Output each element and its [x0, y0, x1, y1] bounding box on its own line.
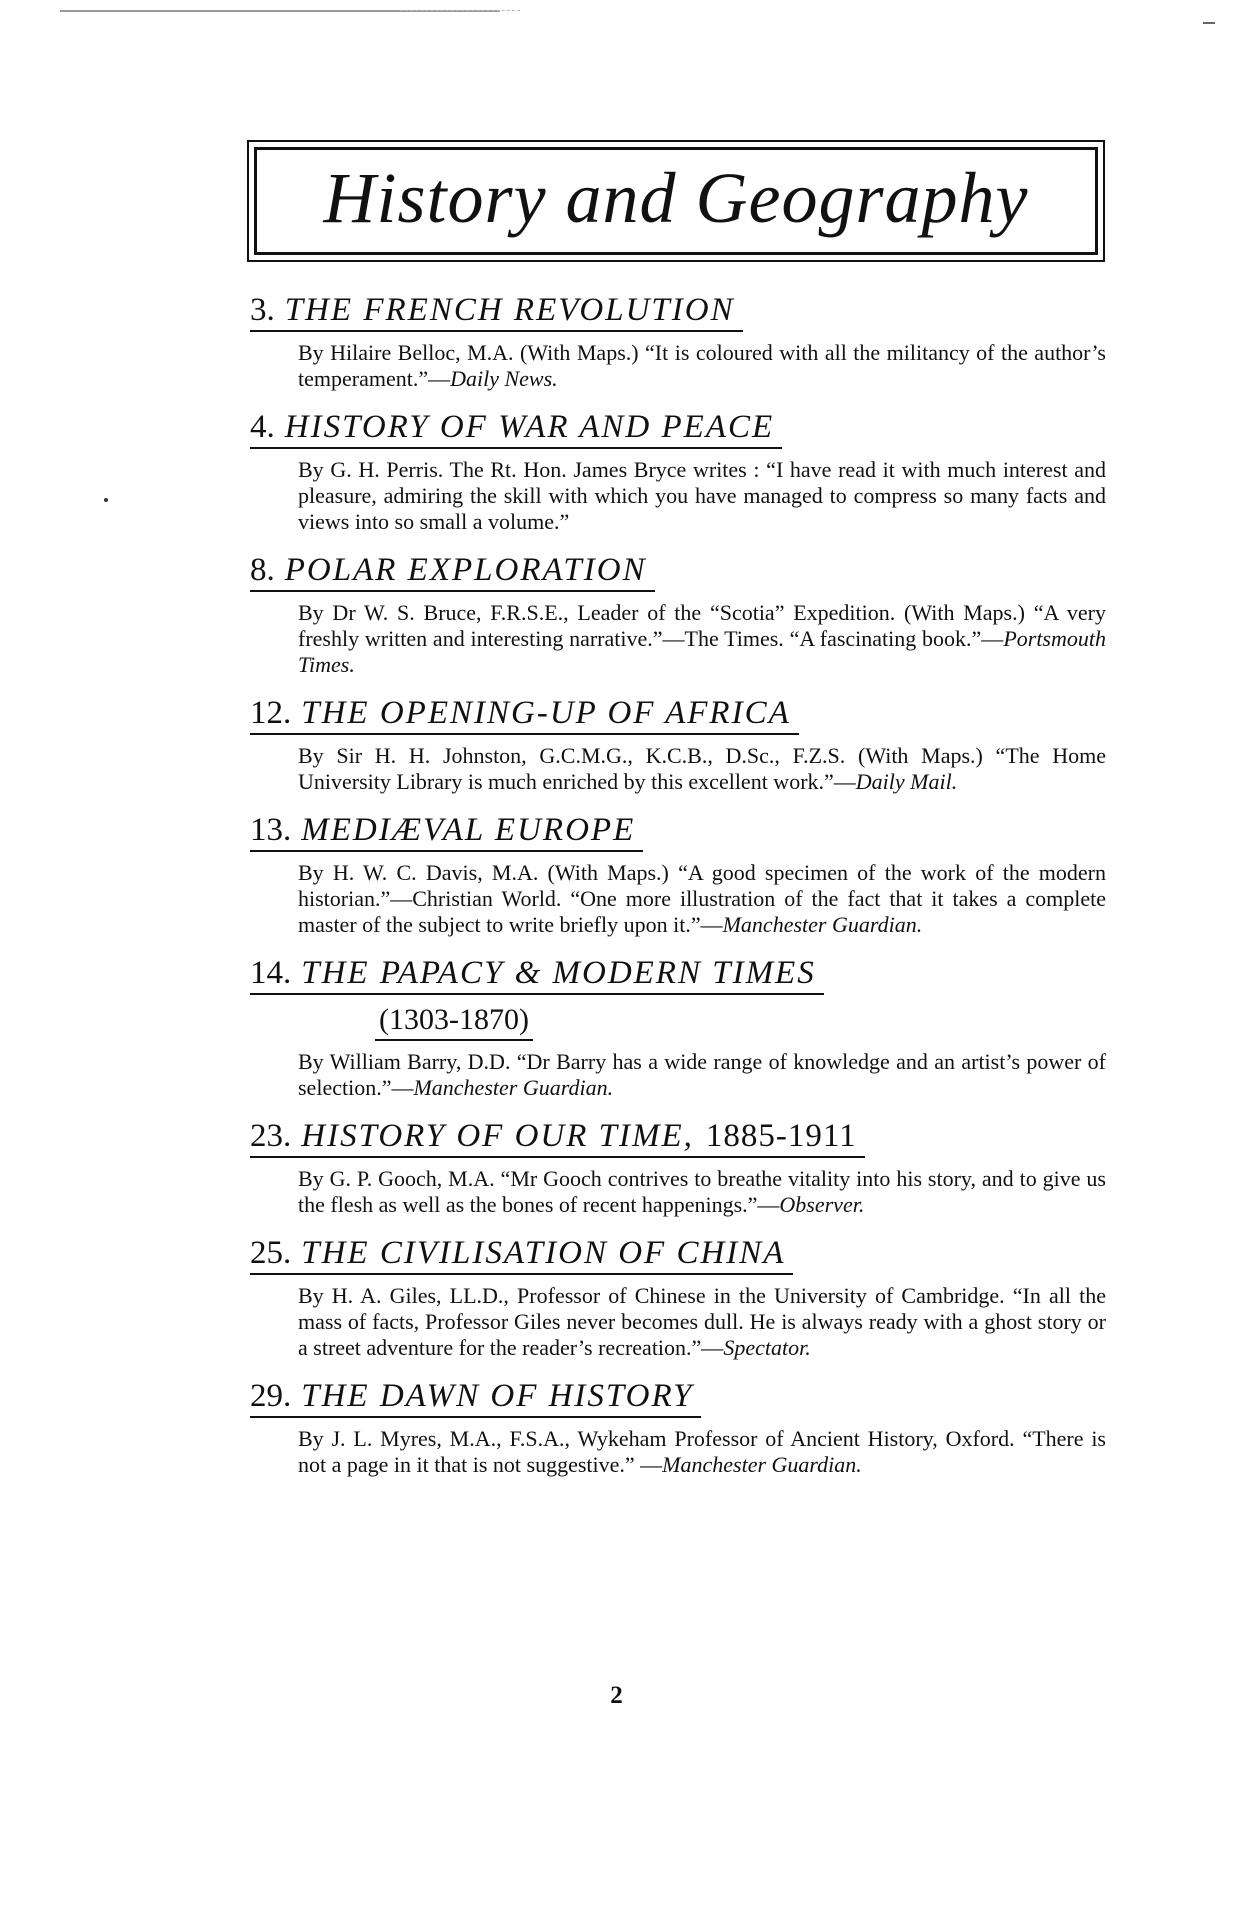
- entry-description: [298, 1426, 1106, 1478]
- entry-title: THE FRENCH REVOLUTION: [284, 292, 735, 328]
- entry-desc-source: Spectator.: [723, 1335, 811, 1360]
- entry-desc-source: Observer.: [779, 1192, 865, 1217]
- entry-desc-text: By Dr W. S. Bruce, F.R.S.E., Leader of the “Scotia” Expedition. (With Maps.) “A very freshly written and interesting narrative.”—The Times. “A fascinating book.”—: [298, 600, 1106, 651]
- entry: [250, 290, 1110, 392]
- entry-title: THE CIVILISATION OF CHINA: [301, 1235, 786, 1271]
- entry-desc-source: Manchester Guardian.: [722, 912, 923, 937]
- entry-subheading: [250, 1003, 1110, 1041]
- entry: [250, 550, 1110, 678]
- entry-heading: [250, 407, 782, 449]
- entry-heading: [250, 810, 643, 852]
- entry-heading: [250, 953, 824, 995]
- entry-description: [298, 1049, 1106, 1101]
- page-number: 2: [610, 1682, 623, 1709]
- entry-description: [298, 600, 1106, 678]
- entry: [250, 810, 1110, 938]
- edge-mark: [1203, 22, 1215, 24]
- entry-desc-text: By H. A. Giles, LL.D., Professor of Chinese in the University of Cambridge. “In all the mass of facts, Professor Giles never becomes dull. He is always ready with a ghost story or a street adventure for the reader’s recreation.”—: [298, 1283, 1106, 1360]
- entry-title: MEDIÆVAL EUROPE: [301, 812, 636, 848]
- entry-description: [298, 1166, 1106, 1218]
- entry-desc-text: By J. L. Myres, M.A., F.S.A., Wykeham Professor of Ancient History, Oxford. “There is not a page in it that is not suggestive.” —: [298, 1426, 1106, 1477]
- entry: [250, 407, 1110, 535]
- entry-heading: [250, 1233, 793, 1275]
- entry-description: [298, 743, 1106, 795]
- entry-description: [298, 340, 1106, 392]
- entry-heading: [250, 1376, 701, 1418]
- title-inner-frame: [254, 147, 1098, 255]
- entry-date-range: 1885-1911: [705, 1118, 857, 1154]
- entry-heading: [250, 550, 655, 592]
- entry-description: [298, 860, 1106, 938]
- entry-number: 3.: [250, 292, 275, 328]
- entry-title: HISTORY OF WAR AND PEACE: [284, 409, 775, 445]
- entry-number: 23.: [250, 1118, 292, 1154]
- scan-speck: [104, 498, 108, 502]
- entry-heading: [250, 290, 743, 332]
- top-scan-rule-faint: [400, 10, 520, 11]
- entry-desc-source: Manchester Guardian.: [413, 1075, 614, 1100]
- entry-desc-text: By G. H. Perris. The Rt. Hon. James Bryce writes : “I have read it with much interest and pleasure, admiring the skill with which you have managed to compress so many facts and views into so small a volume.”: [298, 457, 1106, 534]
- entry-title: HISTORY OF OUR TIME,: [301, 1118, 694, 1154]
- entry-heading: [250, 693, 799, 735]
- entry-desc-source: Daily Mail.: [855, 769, 958, 794]
- entry: [250, 1233, 1110, 1361]
- entry-number: 14.: [250, 955, 292, 991]
- entry-number: 8.: [250, 552, 275, 588]
- entry-title: THE PAPACY & MODERN TIMES: [301, 955, 816, 991]
- entry-desc-source: Portsmouth Times.: [298, 626, 1106, 677]
- page-title: History and Geography: [323, 158, 1029, 238]
- entry-number: 29.: [250, 1378, 292, 1414]
- entry-desc-source: Daily News.: [450, 366, 558, 391]
- entry: [250, 1116, 1110, 1218]
- entry-date-range: (1303-1870): [375, 1003, 533, 1041]
- entry-desc-text: By William Barry, D.D. “Dr Barry has a wide range of knowledge and an artist’s power of selection.”—: [298, 1049, 1106, 1100]
- entry: [250, 953, 1110, 1101]
- entry-description: [298, 457, 1106, 535]
- entry-number: 4.: [250, 409, 275, 445]
- entry-description: [298, 1283, 1106, 1361]
- entry-desc-text: By G. P. Gooch, M.A. “Mr Gooch contrives to breathe vitality into his story, and to give us the flesh as well as the bones of recent happenings.”—: [298, 1166, 1106, 1217]
- entry-desc-text: By Sir H. H. Johnston, G.C.M.G., K.C.B., D.Sc., F.Z.S. (With Maps.) “The Home University Library is much enriched by this excellent work.”—: [298, 743, 1106, 794]
- title-frame: [247, 140, 1105, 262]
- entry-number: 12.: [250, 695, 292, 731]
- entry-title: THE DAWN OF HISTORY: [301, 1378, 694, 1414]
- entry-desc-source: Manchester Guardian.: [662, 1452, 862, 1477]
- entry-heading: [250, 1116, 865, 1158]
- entry-number: 25.: [250, 1235, 292, 1271]
- entry: [250, 1376, 1110, 1478]
- entry-number: 13.: [250, 812, 292, 848]
- entry-desc-text: By H. W. C. Davis, M.A. (With Maps.) “A good specimen of the work of the modern historian.”—Christian World. “One more illustration of the fact that it takes a complete master of the subject to write briefly upon it.”—: [298, 860, 1106, 937]
- entry-list: [250, 290, 1110, 1493]
- entry-title: POLAR EXPLORATION: [284, 552, 647, 588]
- entry-desc-text: By Hilaire Belloc, M.A. (With Maps.) “It is coloured with all the militancy of the author’s temperament.”—: [298, 340, 1106, 391]
- entry-title: THE OPENING-UP OF AFRICA: [301, 695, 791, 731]
- entry: [250, 693, 1110, 795]
